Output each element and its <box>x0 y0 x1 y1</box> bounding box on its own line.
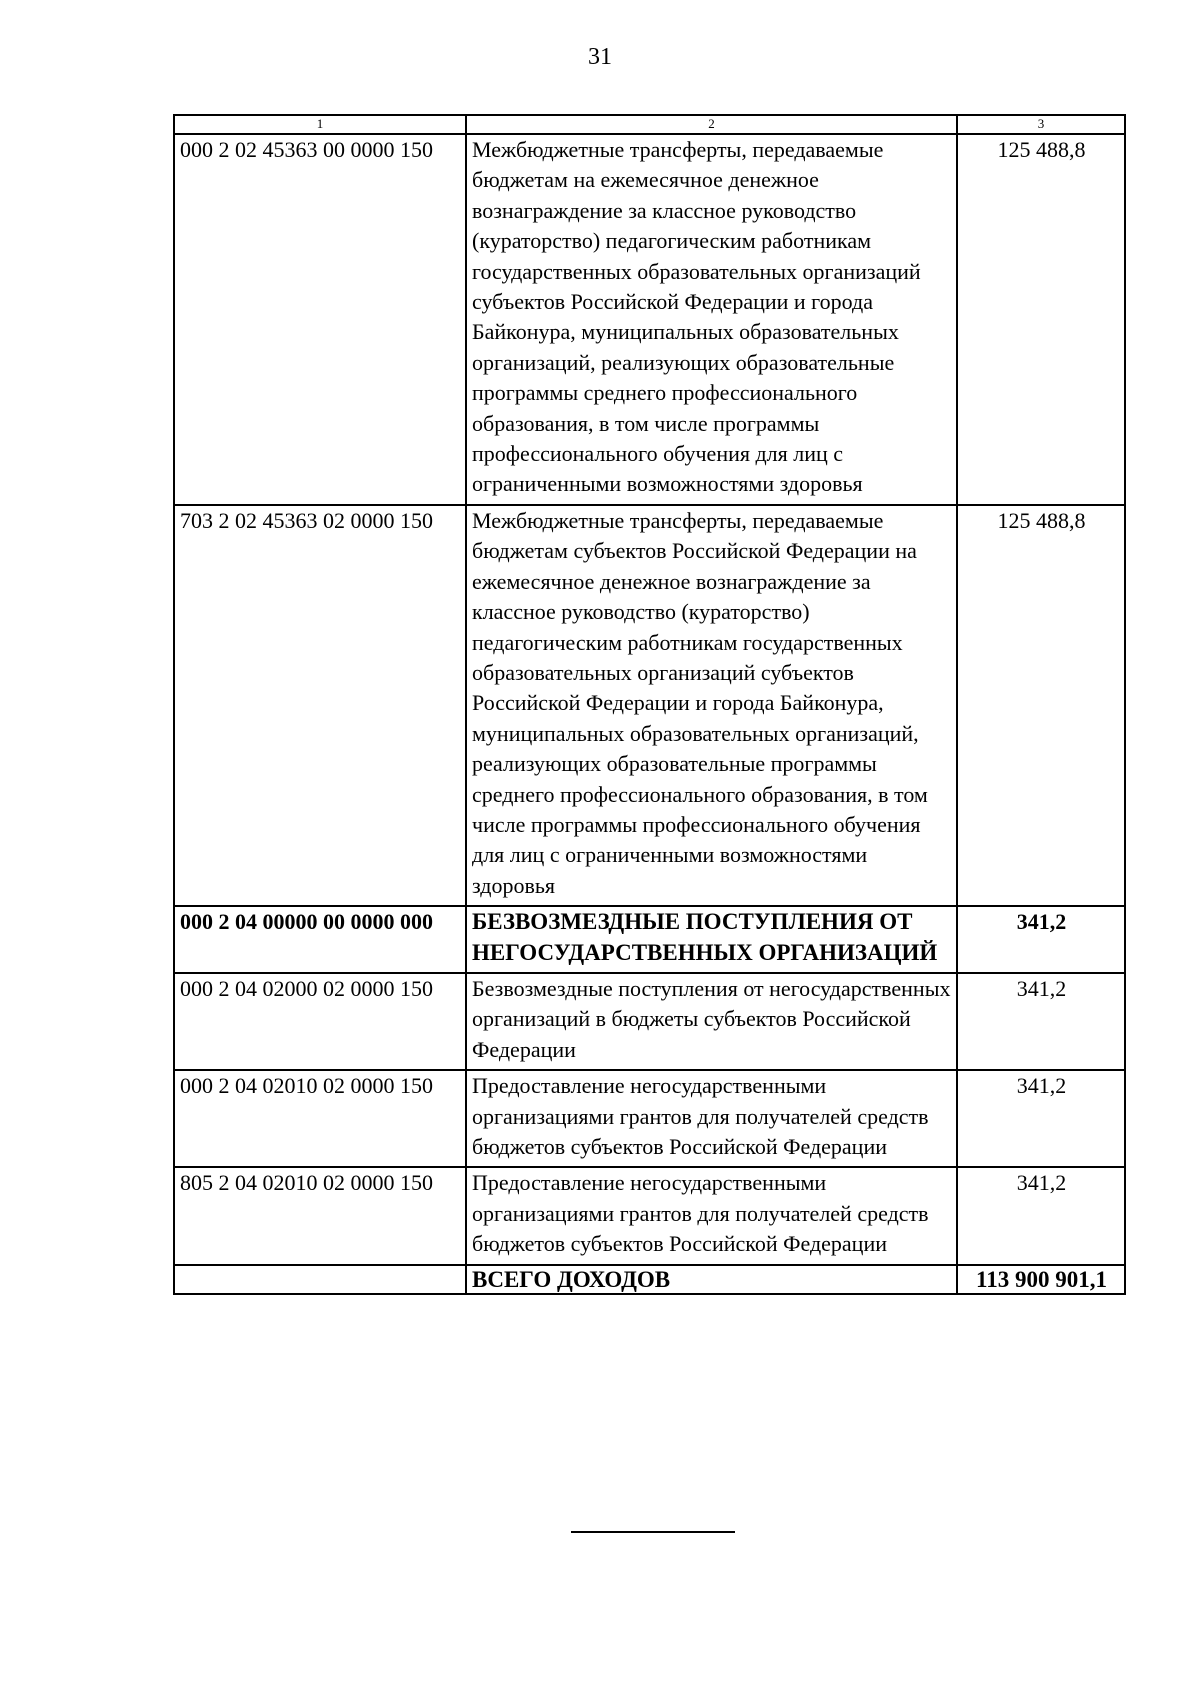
column-header-code: 1 <box>174 115 466 134</box>
table-header-row <box>174 115 1125 134</box>
table-row <box>174 973 1125 1070</box>
row-code: 805 2 04 02010 02 0000 150 <box>174 1167 466 1264</box>
page-number: 31 <box>588 44 612 70</box>
end-divider-line <box>571 1531 735 1533</box>
revenue-table <box>173 114 1126 1295</box>
row-code: 000 2 04 00000 00 0000 000 <box>174 906 466 973</box>
table-row <box>174 505 1125 906</box>
total-label: ВСЕГО ДОХОДОВ <box>466 1265 957 1294</box>
total-code <box>174 1265 466 1294</box>
table-row <box>174 134 1125 505</box>
row-code: 000 2 02 45363 00 0000 150 <box>174 134 466 505</box>
row-code: 000 2 04 02000 02 0000 150 <box>174 973 466 1070</box>
row-amount: 341,2 <box>957 1167 1125 1264</box>
row-name: Предоставление негосударственными организациями грантов для получателей средств бюджетов субъектов Российской Федерации <box>466 1070 957 1167</box>
row-amount: 341,2 <box>957 906 1125 973</box>
table-row <box>174 1070 1125 1167</box>
table-row-total <box>174 1265 1125 1294</box>
table-row <box>174 1167 1125 1264</box>
row-amount: 125 488,8 <box>957 134 1125 505</box>
column-header-amount: 3 <box>957 115 1125 134</box>
row-name: Безвозмездные поступления от негосударственных организаций в бюджеты субъектов Российской Федерации <box>466 973 957 1070</box>
row-code: 000 2 04 02010 02 0000 150 <box>174 1070 466 1167</box>
table-row-section <box>174 906 1125 973</box>
row-name: Межбюджетные трансферты, передаваемые бюджетам субъектов Российской Федерации на ежемесячное денежное вознаграждение за классное руководство (кураторство) педагогическим работникам государственных образовательных организаций субъектов Российской Федерации и города Байконура, муниципальных образовательных организаций, реализующих образовательные программы среднего профессионального образования, в том числе программы профессионального обучения для лиц с ограниченными возможностями здоровья <box>466 505 957 906</box>
row-name: Межбюджетные трансферты, передаваемые бюджетам на ежемесячное денежное вознаграждение за классное руководство (кураторство) педагогическим работникам государственных образовательных организаций субъектов Российской Федерации и города Байконура, муниципальных образовательных организаций, реализующих образовательные программы среднего профессионального образования, в том числе программы профессионального обучения для лиц с ограниченными возможностями здоровья <box>466 134 957 505</box>
row-amount: 341,2 <box>957 1070 1125 1167</box>
column-header-name: 2 <box>466 115 957 134</box>
row-amount: 125 488,8 <box>957 505 1125 906</box>
row-amount: 341,2 <box>957 973 1125 1070</box>
total-amount: 113 900 901,1 <box>957 1265 1125 1294</box>
row-name: Предоставление негосударственными организациями грантов для получателей средств бюджетов субъектов Российской Федерации <box>466 1167 957 1264</box>
row-code: 703 2 02 45363 02 0000 150 <box>174 505 466 906</box>
row-name: БЕЗВОЗМЕЗДНЫЕ ПОСТУПЛЕНИЯ ОТ НЕГОСУДАРСТВЕННЫХ ОРГАНИЗАЦИЙ <box>466 906 957 973</box>
